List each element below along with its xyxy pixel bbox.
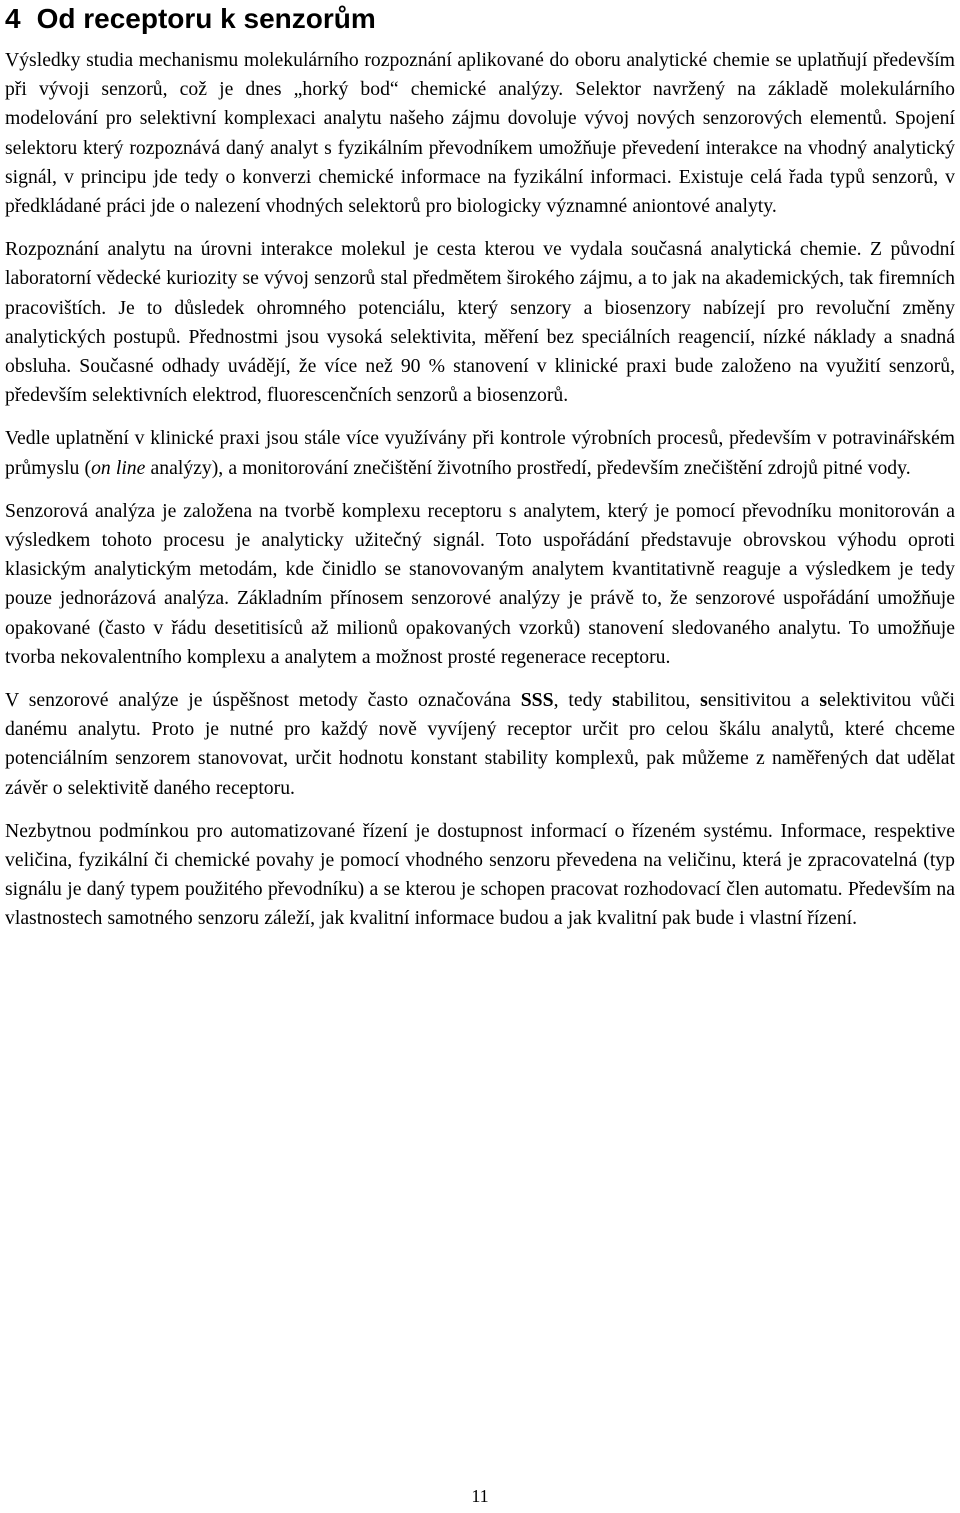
bold-letter: s — [612, 689, 620, 712]
page-number: 11 — [471, 1486, 489, 1506]
bold-term: SSS — [520, 689, 554, 712]
paragraph-2 — [5, 235, 955, 410]
section-number: 4 — [5, 3, 21, 34]
paragraph-text: V senzorové analýze je úspěšnost metody často označována — [5, 689, 521, 712]
paragraph-5 — [5, 686, 955, 803]
paragraph-text: Senzorová analýza je založena na tvorbě komplexu receptoru s analytem, který je pomocí převodníku monitorován a výsledkem tohoto procesu je analyticky užitečný signál. Toto uspořádání představuje obrovskou výhodu oproti klasickým analytickým metodám, kde činidlo se stanovovaným analytem kvantitativně reaguje a výsledkem je tedy pouze jednorázová analýza. Základním přínosem senzorové analýzy je právě to, že senzorové uspořádání umožňuje opakované (často v řádu desetitisíců až milionů opakovaných vzorků) stanovení sledovaného analytu. To umožňuje tvorba nekovalentního komplexu a analytem a možnost prosté regenerace receptoru. — [5, 499, 955, 668]
section-title: Od receptoru k senzorům — [36, 3, 376, 34]
paragraph-4 — [5, 497, 955, 672]
paragraph-text: elektivitou vůči danému analytu. Proto je nutné pro každý nově vyvíjený receptor určit pro celou škálu analytů, které chceme potenciálním senzorem stanovovat, určit hodnotu konstant stability komplexů, pak můžeme z naměřených dat udělat závěr o selektivitě daného receptoru. — [5, 689, 956, 799]
paragraph-text: ensitivitou a — [707, 689, 820, 712]
paragraph-text: Vedle uplatnění v klinické praxi jsou stále více využívány při kontrole výrobních procesů, především v potravinářském průmyslu ( — [5, 427, 955, 479]
paragraph-text: Výsledky studia mechanismu molekulárního rozpoznání aplikované do oboru analytické chemie se uplatňují především při vývoji senzorů, což je dnes „horký bod“ chemické analýzy. Selektor navržený na základě molekulárního modelování pro selektivní komplexaci analytu našeho zájmu dovoluje vývoj nových senzorových elementů. Spojení selektoru který rozpoznává daný analyt s fyzikálním převodníkem umožňuje převedení interakce na vhodný analytický signál, v principu jde tedy o konverzi chemické informace na fyzikální informaci. Existuje celá řada typů senzorů, v předkládané práci jde o nalezení vhodných selektorů pro biologicky významné aniontové analyty. — [5, 49, 955, 218]
section-heading — [5, 0, 955, 42]
paragraph-3 — [5, 424, 955, 482]
italic-term: on line — [91, 456, 146, 479]
paragraph-1 — [5, 46, 955, 221]
paragraph-text: Rozpoznání analytu na úrovni interakce molekul je cesta kterou ve vydala současná analytická chemie. Z původní laboratorní vědecké kuriozity se vývoj senzorů stal předmětem širokého zájmu, a to jak na akademických, tak firemních pracovištích. Je to důsledek ohromného potenciálu, který senzory a biosenzory nabízejí pro revoluční změny analytických postupů. Přednostmi jsou vysoká selektivita, měření bez speciálních reagencií, nízké náklady a snadná obsluha. Současné odhady uvádějí, že více než 90 % stanovení v klinické praxi bude založeno na využití senzorů, především selektivních elektrod, fluorescenčních senzorů a biosenzorů. — [5, 238, 955, 407]
document-page — [5, 0, 955, 948]
bold-letter: s — [700, 689, 708, 712]
paragraph-6 — [5, 817, 955, 934]
paragraph-text: , tedy — [553, 689, 613, 712]
bold-letter: s — [819, 689, 828, 712]
paragraph-text: analýzy), a monitorování znečištění životního prostředí, především znečištění zdrojů pitné vody. — [145, 456, 911, 479]
paragraph-text: Nezbytnou podmínkou pro automatizované řízení je dostupnost informací o řízeném systému. Informace, respektive veličina, fyzikální či chemické povahy je pomocí vhodného senzoru převedena na veličinu, která je zpracovatelná (typ signálu je daný typem použitého převodníku) a se kterou je schopen pracovat rozhodovací člen automatu. Především na vlastnostech samotného senzoru záleží, jak kvalitní informace budou a jak kvalitní pak bude i vlastní řízení. — [5, 819, 955, 930]
paragraph-text: tabilitou, — [619, 689, 701, 712]
